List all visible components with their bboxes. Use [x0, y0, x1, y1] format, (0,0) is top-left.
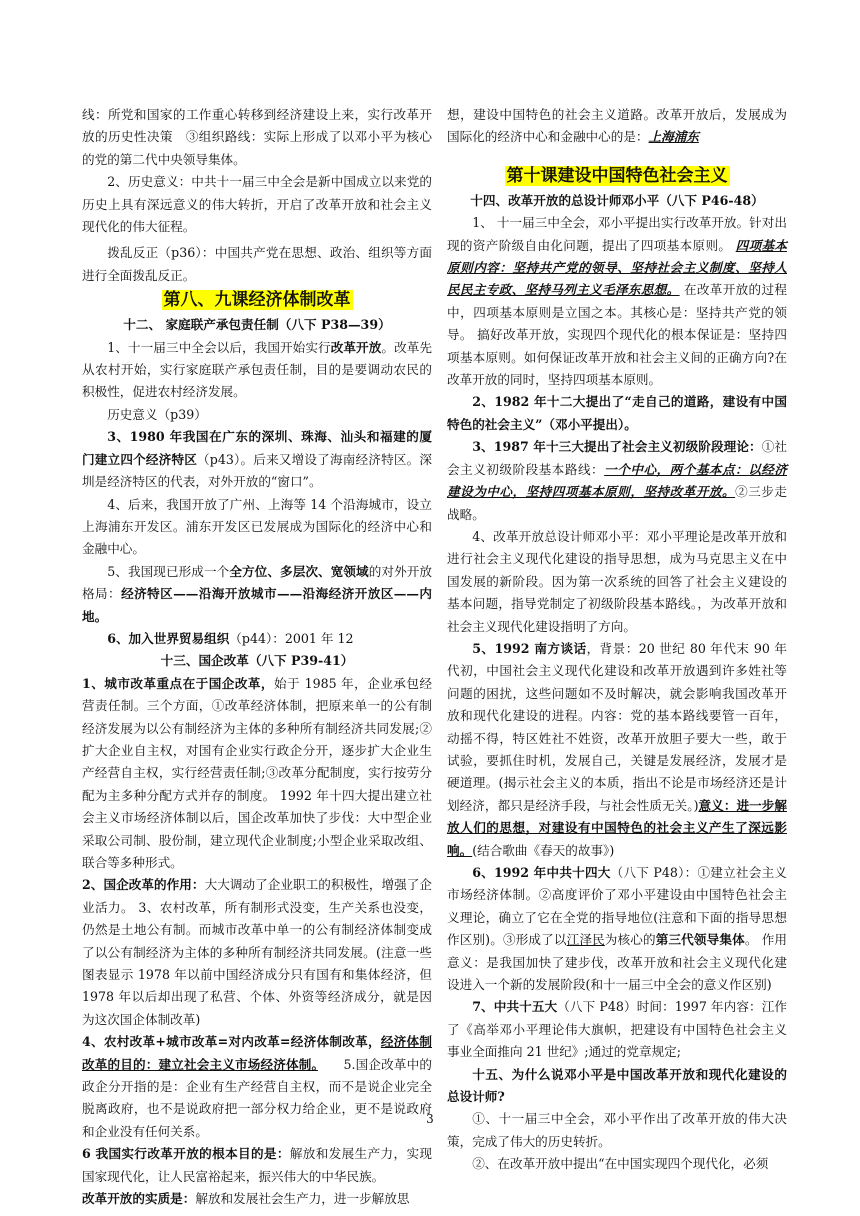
text: 大大调动了企业职工的积极性，增强了企业活力。 3、农村改革，所有制形式没变，生产关系也没变，仍然是土地公有制。而城市改革中单一的公有制经济体制变成了以公有制经济为主体的多种所有制经济共同发展。(注意一些图表显示 1978 年以前中国经济成分只有国有和集体经济，但 1978 年以后却出现了私营、个体、外资等经济成分，就是因为这次国企体制改革)	[82, 877, 433, 1027]
text: 5.国企改革中的政企分开指的是：企业有生产经营自主权，而不是说企业完全脱离政府，也不是说政府把一部分权力给企业，更不是说政府和企业没有任何关系。	[82, 1056, 432, 1139]
paragraph	[82, 628, 432, 650]
paragraph	[82, 561, 432, 628]
text: （八下 P48）：①建立社会主义市场经济体制。②高度评价了邓小平建设由中国特色社会主义理论，确立了它在全党的指导地位(注意和下面的指导思想作区别)。③形成了以	[447, 865, 787, 948]
paragraph	[82, 673, 432, 875]
text: （p44）：2001 年 12	[229, 630, 354, 646]
text: （八下 P48）时间：1997 年内容：江作了《高举邓小平理论伟大旗帜，把建设有中国特色社会主义事业全面推向 21 世纪》;通过的党章规定;	[447, 999, 787, 1060]
text-bold: 全方位、多层次、宽领域	[229, 563, 369, 579]
text-bold: 7、中共十五大	[472, 999, 558, 1015]
text-bold: 5、1992 南方谈话	[472, 640, 587, 656]
text: 1、 十一届三中全会，邓小平提出实行改革开放。针对出现的资产阶级自由化问题，提出了四项基本原则。	[447, 215, 787, 253]
text-bold: 改革开放	[330, 339, 382, 355]
paragraph	[447, 862, 787, 996]
section-heading: 十五、为什么说邓小平是中国改革开放和现代化建设的总设计师?	[447, 1066, 787, 1105]
left-column	[82, 104, 432, 1211]
text-bold: 经济特区——沿海开放城市——沿海经济开放区——内地。	[82, 586, 433, 624]
paragraph	[447, 104, 787, 149]
paragraph	[82, 337, 432, 404]
text: 解放和发展生产力，实现国家现代化，让人民富裕起来，振兴伟大的中华民族。	[82, 1146, 432, 1184]
text-bold: 6 我国实行改革开放的根本目的是：	[82, 1146, 290, 1162]
paragraph	[82, 426, 432, 493]
text-bold: 3、1987 年十三大提出了社会主义初级阶段理论：	[472, 439, 762, 455]
text-bold-underline: 经济体制改革的目的：建立社会主义市场经济体制。	[82, 1034, 433, 1072]
right-column	[447, 104, 787, 1176]
text: 。改革先从农村开始，实行家庭联产承包责任制，目的是要调动农民的积极性，促进农村经济发展。	[82, 339, 432, 400]
paragraph	[82, 1188, 432, 1210]
paragraph	[447, 436, 787, 526]
text-bold-underline-italic: 上海浦东	[648, 129, 699, 145]
section-heading: 十四、改革开放的总设计师邓小平（八下 P46-48）	[470, 192, 764, 208]
text: 。 作用意义：是我国加快了建步伐，改革开放和社会主义现代化建设进入一个新的发展阶段(和十一届三中全会的意义作区别)	[447, 932, 788, 993]
text: ①社会主义初级阶段基本路线：	[447, 439, 788, 477]
text: 5、我国现已形成一个	[107, 563, 230, 579]
lesson-title-text: 第八、九课经济体制改革	[163, 290, 351, 311]
text: 始于 1985 年，企业承包经营责任制。三个方面，①改革经济体制，把原来单一的公有制经济发展为以公有制经济为主体的多种所有制经济共同发展;②扩大企业自主权，对国有企业实行政企分开，逐步扩大企业生产经营自主权，实行经营责任制;③改革分配制度，实行按劳分配为主多种分配方式并存的制度。 1992 年十四大提出建立社会主义市场经济体制以后，国企改革加快了步伐：大中型企业采取公司制、股份制，建立现代企业制度;小型企业采取改组、联合等多种形式。	[82, 675, 433, 870]
text-underline: 江泽民	[566, 932, 605, 948]
page-number: 3	[426, 1112, 434, 1126]
text: （p43）。后来又增设了海南经济特区。深圳是经济特区的代表，对外开放的“窗口”。	[82, 451, 432, 490]
text: 1、十一届三中全会以后，我国开始实行	[107, 339, 331, 355]
paragraph: 2、1982 年十二大提出了“走自己的道路，建设有中国特色的社会主义”（邓小平提出）。	[447, 394, 787, 432]
text-bold: 1、城市改革重点在于国企改革，	[82, 675, 274, 691]
paragraph: 4、后来，我国开放了广州、上海等 14 个沿海城市，设立上海浦东开发区。浦东开发区已发展成为国际化的经济中心和金融中心。	[82, 496, 432, 557]
text: ，背景：20 世纪 80 年代末 90 年代初，中国社会主义现代化建设和改革开放遇到许多姓社等问题的困扰，这些问题如不及时解决，就会影响我国改革开放和现代化建设的进程。内容：党的基本路线要管一百年，动摇不得，特区姓社不姓资，改革开放胆子要大一些，敢于试验，要抓住时机，发展自己，关键是发展经济，发展才是硬道理。(揭示社会主义的本质，指出不论是市场经济还是计划经济，都只是经济手段，与社会性质无关。)	[447, 640, 787, 813]
paragraph	[447, 638, 787, 862]
paragraph: 线：所党和国家的工作重心转移到经济建设上来，实行改革开放的历史性决策 ③组织路线：实际上形成了以邓小平为核心的党的第二代中央领导集体。	[82, 107, 432, 167]
text-bold-underline-italic: 一个中心，两个基本点：以经济建设为中心，坚持四项基本原则，坚持改革开放。	[447, 461, 788, 500]
text: (结合歌曲《春天的故事》)	[472, 842, 615, 858]
lesson-title	[447, 163, 787, 190]
text-bold: 3、1980 年我国在广东的深圳、珠海、汕头和福建的厦门建立四个经济特区	[82, 429, 432, 467]
text: 的对外开放格局：	[82, 563, 432, 602]
paragraph: 2、历史意义：中共十一届三中全会是新中国成立以来党的历史上具有深远意义的伟大转折，开启了改革开放和社会主义现代化的伟大征程。	[82, 174, 432, 235]
paragraph	[447, 996, 787, 1063]
text: ②三步走战略。	[447, 484, 788, 522]
text: 为核心的	[604, 932, 656, 948]
paragraph: 拨乱反正（p36）：中国共产党在思想、政治、组织等方面进行全面拨乱反正。	[82, 245, 432, 283]
text-bold: 6、加入世界贸易组织	[107, 630, 230, 646]
paragraph: 历史意义（p39）	[107, 406, 207, 422]
paragraph	[82, 1143, 432, 1188]
text-bold: 2、国企改革的作用：	[82, 877, 205, 893]
paragraph	[447, 212, 787, 391]
text-bold: 第三代领导集体	[655, 932, 745, 948]
text-bold: 改革开放的实质是：	[82, 1191, 196, 1207]
text: 在改革开放的过程中，四项基本原则是立国之本。其核心是：坚持共产党的领导。 搞好改革开放，实现四个现代化的根本保证是：坚持四项基本原则。如何保证改革开放和社会主义间的正确方向?在改革开放的同时，坚持四项基本原则。	[447, 282, 787, 388]
text: 解放和发展社会生产力，进一步解放思	[195, 1191, 410, 1207]
text-bold-underline: 意义：进一步解放人们的思想，对建设有中国特色的社会主义产生了深远影响。	[447, 797, 787, 858]
lesson-title-text: 第十课建设中国特色社会主义	[506, 165, 728, 186]
paragraph: 4、改革开放总设计师邓小平：邓小平理论是改革开放和进行社会主义现代化建设的指导思想，成为马克思主义在中国发展的新阶段。因为第一次系统的回答了社会主义建设的基本问题，指导党制定了初级阶段基本路线。，为改革开放和社会主义现代化建设指明了方向。	[447, 528, 787, 634]
section-heading: 十二、 家庭联产承包责任制（八下 P38—39）	[123, 317, 391, 333]
text-bold: 6、1992 年中共十四大	[472, 865, 611, 880]
paragraph: ②、在改革开放中提出“在中国实现四个现代化，必须	[472, 1156, 769, 1172]
section-heading: 十三、国企改革（八下 P39-41）	[160, 653, 354, 669]
paragraph: ①、十一届三中全会，邓小平作出了改革开放的伟大决策，完成了伟大的历史转折。	[447, 1111, 787, 1149]
paragraph	[82, 874, 432, 1031]
text: 想，建设中国特色的社会主义道路。改革开放后，发展成为国际化的经济中心和金融中心的是：	[447, 107, 787, 145]
lesson-title	[82, 287, 432, 314]
text-bold: 4、农村改革+城市改革=对内改革=经济体制改革，	[82, 1034, 381, 1050]
paragraph	[82, 1031, 432, 1143]
text-bold-underline-italic: 四项基本原则内容：坚持共产党的领导、坚持社会主义制度、坚持人民民主专政、坚持马列主义毛泽东思想。	[447, 237, 788, 298]
